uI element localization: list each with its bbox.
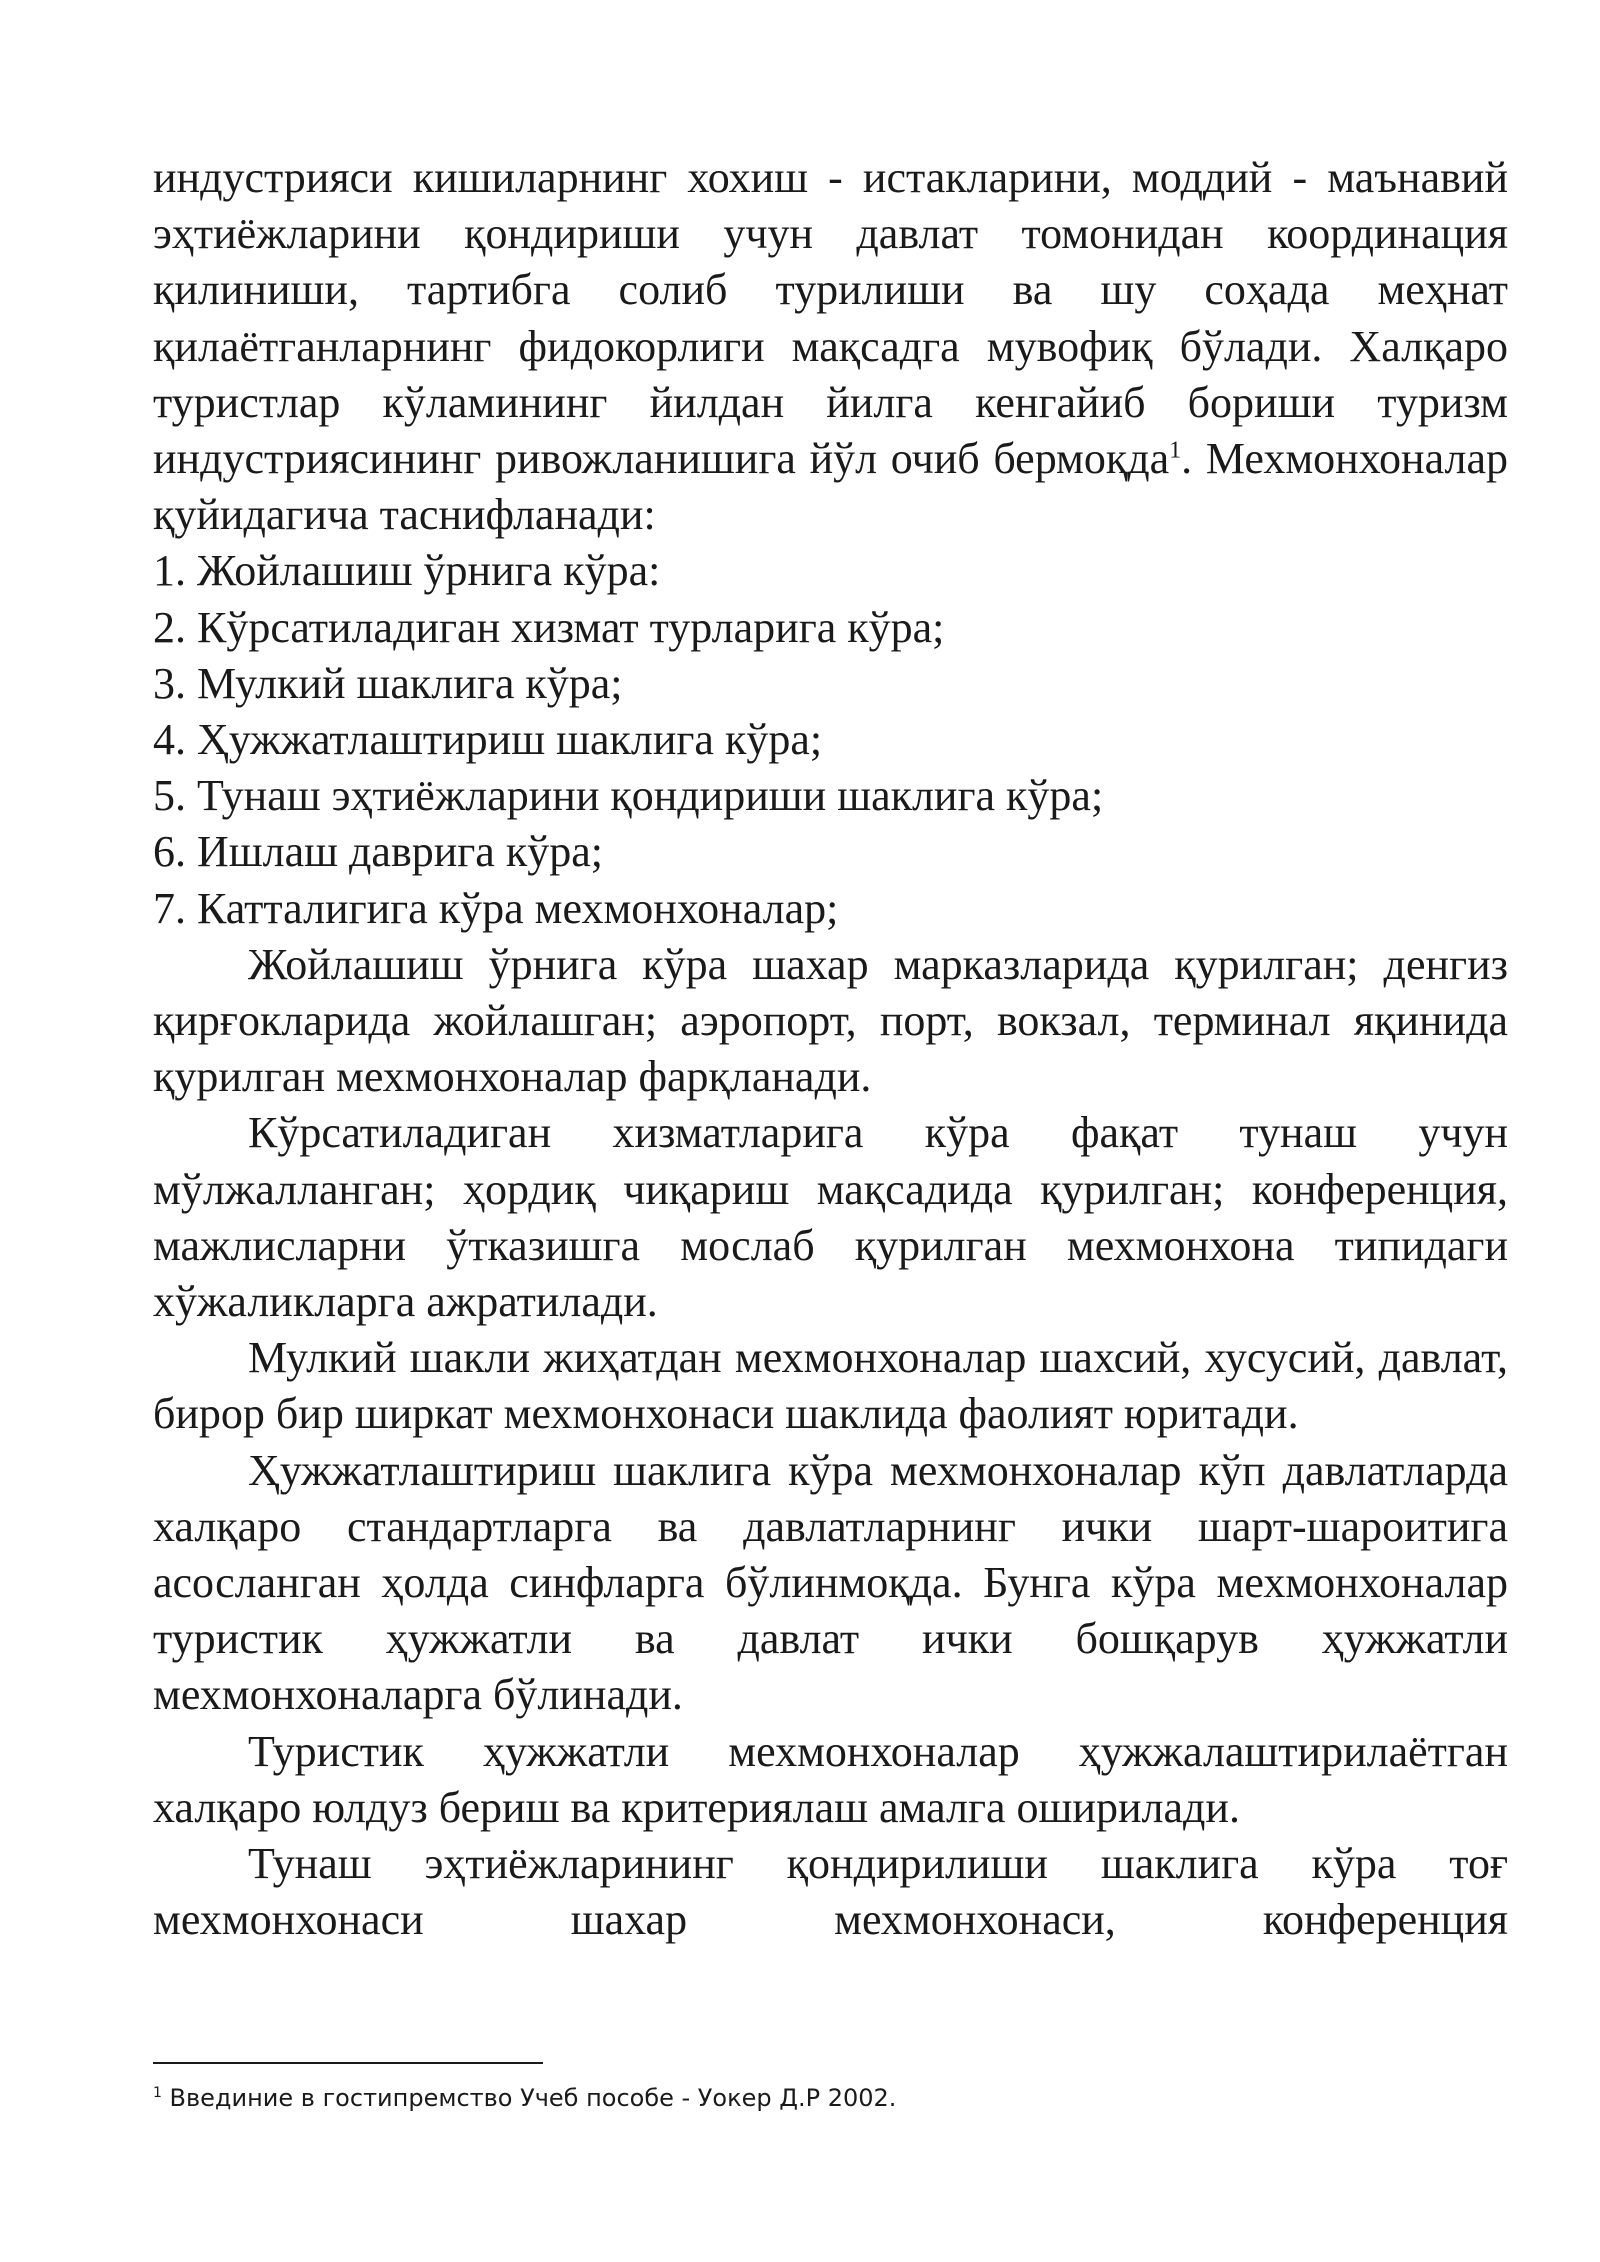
paragraph-tourist-docs: Туристик ҳужжатли мехмонхоналар ҳужжалаштирилаётган халқаро юлдуз бериш ва критериялаш амалга оширилади. <box>153 1726 1508 1832</box>
footnote-marker: 1 <box>153 2085 162 2101</box>
classification-list <box>153 543 1508 936</box>
paragraph-documentation: Ҳужжатлаштириш шаклига кўра мехмонхоналар кўп давлатларда халқаро стандартларга ва давлатларнинг ички шарт-шароитига асосланган ҳолда синфларга бўлинмоқда. Бунга кўра мехмонхоналар туристик ҳужжатли ва давлат ички бошқарув ҳужжатли мехмонхоналарга бўлинади. <box>153 1445 1508 1720</box>
paragraph-lodging: Тунаш эҳтиёжларининг қондирилиши шаклига кўра тоғ мехмонхонаси шахар мехмонхонаси, конференция <box>153 1839 1508 1945</box>
list-item: 7. Катталигига кўра мехмонхоналар; <box>153 883 839 933</box>
footnote-reference[interactable]: 1 <box>1169 437 1182 464</box>
footnote <box>153 2083 1453 2113</box>
paragraph-intro-text: индустрияси кишиларнинг хохиш - истакларини, моддий - маънавий эҳтиёжларини қондириши учун давлат томонидан координация қилиниши, тартибга солиб турилиши ва шу соҳада меҳнат қилаётганларнинг фидокорлиги мақсадга мувофиқ бўлади. Халқаро туристлар кўламининг йилдан йилга кенгайиб бориши туризм индустриясининг ривожланишига йўл очиб бермоқда <box>153 153 1508 484</box>
list-item: 1. Жойлашиш ўрнига кўра: <box>153 546 661 596</box>
footnote-text: Введиние в гостипремство Учеб пособе - Уокер Д.Р 2002. <box>161 2084 897 2112</box>
paragraph-intro-tail: . Мехмонхоналар қуйидагича таснифланади: <box>153 434 1509 540</box>
list-item: 2. Кўрсатиладиган хизмат турларига кўра; <box>153 602 945 652</box>
footnote-separator <box>153 2062 543 2064</box>
paragraph-services: Кўрсатиладиган хизматларига кўра фақат тунаш учун мўлжалланган; ҳордиқ чиқариш мақсадида қурилган; конференция, мажлисларни ўтказишга мослаб қурилган мехмонхона типидаги хўжаликларга ажратилади. <box>153 1108 1508 1327</box>
list-item: 3. Мулкий шаклига кўра; <box>153 658 623 708</box>
list-item: 5. Тунаш эҳтиёжларини қондириши шаклига кўра; <box>153 771 1104 821</box>
paragraph-location: Жойлашиш ўрнига кўра шахар марказларида қурилган; денгиз қирғокларида жойлашган; аэропорт, порт, вокзал, терминал яқинида қурилган мехмонхоналар фарқланади. <box>153 939 1508 1102</box>
body-text <box>153 150 1508 1949</box>
paragraph-ownership: Мулкий шакли жиҳатдан мехмонхоналар шахсий, хусусий, давлат, бирор бир ширкат мехмонхонаси шаклида фаолият юритади. <box>153 1333 1508 1439</box>
list-item: 6. Ишлаш даврига кўра; <box>153 827 603 877</box>
list-item: 4. Ҳужжатлаштириш шаклига кўра; <box>153 715 823 765</box>
paragraph-intro <box>153 150 1508 543</box>
